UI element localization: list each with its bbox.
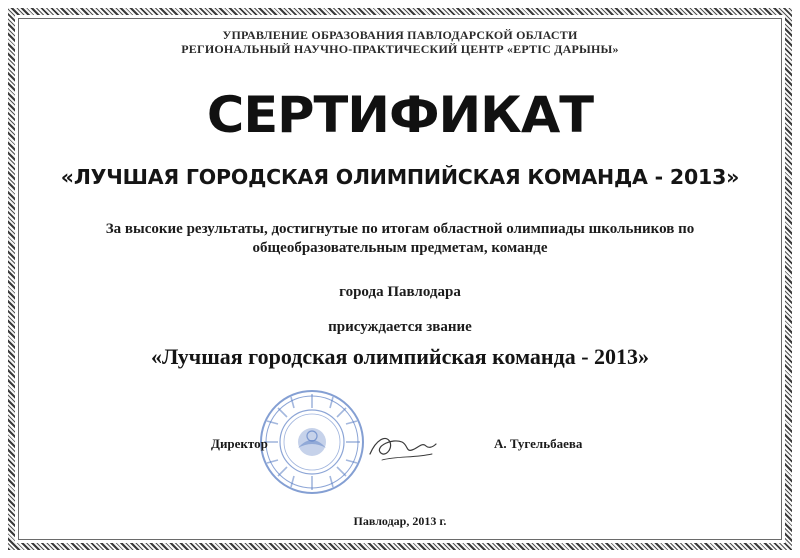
certificate-title: СЕРТИФИКАТ xyxy=(206,86,594,144)
issuer-line-2: РЕГИОНАЛЬНЫЙ НАУЧНО-ПРАКТИЧЕСКИЙ ЦЕНТР «ЕРТІС ДАРЫНЫ» xyxy=(181,42,619,56)
official-seal-icon xyxy=(258,388,366,496)
award-title: «Лучшая городская олимпийская команда - 2013» xyxy=(150,344,650,369)
body-line-1: За высокие результаты, достигнутые по итогам областной олимпиады школьников по xyxy=(105,221,695,237)
place-and-date: Павлодар, 2013 г. xyxy=(353,514,447,528)
handwritten-signature xyxy=(362,420,442,470)
team-name: города Павлодара xyxy=(339,284,461,300)
body-line-2: общеобразовательным предметам, команде xyxy=(252,240,548,256)
certificate-subtitle: «ЛУЧШАЯ ГОРОДСКАЯ ОЛИМПИЙСКАЯ КОМАНДА - 2013» xyxy=(60,165,740,189)
issuer-line-1: УПРАВЛЕНИЕ ОБРАЗОВАНИЯ ПАВЛОДАРСКОЙ ОБЛАСТИ xyxy=(222,28,578,42)
signatory-name: А. Тугельбаева xyxy=(494,436,583,451)
awarded-text: присуждается звание xyxy=(328,319,472,335)
signatory-role: Директор xyxy=(211,436,268,451)
